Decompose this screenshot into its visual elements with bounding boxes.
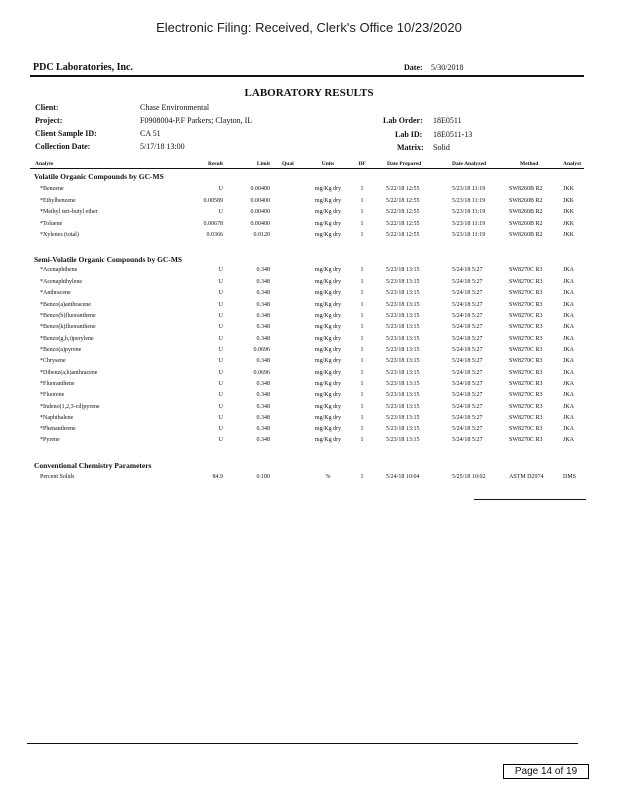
cell-date-analyzed: 5/24/18 5:27 <box>452 426 483 432</box>
table-row <box>0 198 618 208</box>
cell-limit: 0.00400 <box>250 198 270 204</box>
cell-df: 1 <box>360 198 364 204</box>
cell-df: 1 <box>360 381 364 387</box>
cell-units: mg/Kg dry <box>314 186 342 192</box>
collection-date-value: 5/17/18 13:00 <box>140 142 185 151</box>
cell-method: SW8270C R3 <box>509 290 543 296</box>
page-number: Page 14 of 19 <box>503 764 589 779</box>
table-row <box>0 404 618 414</box>
cell-date-analyzed: 5/24/18 5:27 <box>452 392 483 398</box>
cell-analyte: *Acenaphthylene <box>40 279 82 285</box>
cell-analyte: *Xylenes (total) <box>40 232 79 238</box>
cell-df: 1 <box>360 267 364 273</box>
cell-date-analyzed: 5/24/18 5:27 <box>452 302 483 308</box>
cell-result: U <box>218 324 223 330</box>
cell-limit: 0.100 <box>256 474 270 480</box>
cell-limit: 0.348 <box>256 404 270 410</box>
cell-date-prepared: 5/22/18 12:55 <box>386 198 420 204</box>
cell-date-prepared: 5/22/18 12:55 <box>386 221 420 227</box>
cell-method: SW8270C R3 <box>509 370 543 376</box>
cell-df: 1 <box>360 347 364 353</box>
cell-method: SW8260B R2 <box>509 232 543 238</box>
cell-limit: 0.0696 <box>253 347 270 353</box>
table-row <box>0 232 618 242</box>
table-row <box>0 415 618 425</box>
col-header-qual: Qual <box>282 161 294 167</box>
cell-limit: 0.348 <box>256 415 270 421</box>
cell-units: mg/Kg dry <box>314 426 342 432</box>
table-row <box>0 279 618 289</box>
col-header-analyte: Analyte <box>35 161 54 167</box>
section-title: Semi-Volatile Organic Compounds by GC-MS <box>34 255 183 264</box>
cell-date-analyzed: 5/23/18 11:19 <box>452 209 486 215</box>
lab-order-value: 18E0511 <box>433 116 462 125</box>
cell-method: SW8260B R2 <box>509 186 543 192</box>
cell-date-prepared: 5/23/18 13:15 <box>386 313 420 319</box>
cell-analyst: JKK <box>563 209 575 215</box>
cell-df: 1 <box>360 186 364 192</box>
cell-limit: 0.348 <box>256 358 270 364</box>
cell-analyst: JKA <box>563 347 575 353</box>
cell-units: mg/Kg dry <box>314 209 342 215</box>
cell-analyst: JKA <box>563 370 575 376</box>
section-title: Conventional Chemistry Parameters <box>34 461 152 470</box>
cell-date-analyzed: 5/24/18 5:27 <box>452 358 483 364</box>
cell-date-analyzed: 5/24/18 5:27 <box>452 404 483 410</box>
cell-date-prepared: 5/23/18 13:15 <box>386 426 420 432</box>
cell-analyte: *Fluoranthene <box>40 381 75 387</box>
cell-method: SW8270C R3 <box>509 358 543 364</box>
table-row <box>0 313 618 323</box>
cell-date-analyzed: 5/24/18 5:27 <box>452 415 483 421</box>
project-value: F0908004-P.F Parkers; Clayton, IL <box>140 116 253 125</box>
cell-analyst: JKA <box>563 426 575 432</box>
date-value: 5/30/2018 <box>431 63 464 72</box>
table-row <box>0 437 618 447</box>
cell-analyst: JKA <box>563 290 575 296</box>
cell-df: 1 <box>360 358 364 364</box>
cell-date-analyzed: 5/24/18 5:27 <box>452 313 483 319</box>
cell-units: % <box>325 474 331 480</box>
table-row <box>0 474 618 484</box>
cell-df: 1 <box>360 474 364 480</box>
col-header-result: Result <box>208 161 223 167</box>
table-row <box>0 336 618 346</box>
cell-date-analyzed: 5/24/18 5:27 <box>452 336 483 342</box>
matrix-value: Solid <box>433 143 450 152</box>
cell-result: U <box>218 186 223 192</box>
table-row <box>0 186 618 196</box>
cell-limit: 0.348 <box>256 426 270 432</box>
end-rule <box>474 499 586 500</box>
cell-units: mg/Kg dry <box>314 267 342 273</box>
cell-method: SW8270C R3 <box>509 336 543 342</box>
cell-method: SW8270C R3 <box>509 381 543 387</box>
cell-result: U <box>218 347 223 353</box>
cell-date-prepared: 5/23/18 13:15 <box>386 336 420 342</box>
table-row <box>0 221 618 231</box>
cell-df: 1 <box>360 302 364 308</box>
cell-analyte: Percent Solids <box>40 474 75 480</box>
cell-date-analyzed: 5/23/18 11:19 <box>452 232 486 238</box>
cell-method: SW8270C R3 <box>509 302 543 308</box>
cell-analyte: *Benzo(g,h,i)perylene <box>40 336 94 342</box>
cell-method: SW8270C R3 <box>509 392 543 398</box>
cell-analyst: JKA <box>563 358 575 364</box>
collection-date-label: Collection Date: <box>35 142 91 151</box>
company-name: PDC Laboratories, Inc. <box>33 62 133 73</box>
project-label: Project: <box>35 116 63 125</box>
cell-method: SW8260B R2 <box>509 198 543 204</box>
table-row <box>0 426 618 436</box>
cell-units: mg/Kg dry <box>314 221 342 227</box>
cell-result: 0.00589 <box>203 198 223 204</box>
cell-analyte: *Benzo(b)fluoranthene <box>40 313 96 319</box>
cell-units: mg/Kg dry <box>314 290 342 296</box>
cell-date-prepared: 5/24/18 10:04 <box>386 474 420 480</box>
cell-limit: 0.0120 <box>253 232 270 238</box>
cell-date-prepared: 5/23/18 13:15 <box>386 415 420 421</box>
cell-df: 1 <box>360 279 364 285</box>
cell-result: U <box>218 392 223 398</box>
cell-analyst: JKA <box>563 324 575 330</box>
col-header-limit: Limit <box>256 161 270 167</box>
cell-date-analyzed: 5/24/18 5:27 <box>452 437 483 443</box>
header-rule <box>30 75 584 77</box>
cell-analyst: JKA <box>563 336 575 342</box>
cell-units: mg/Kg dry <box>314 437 342 443</box>
cell-result: U <box>218 209 223 215</box>
cell-analyte: *Chrysene <box>40 358 66 364</box>
cell-units: mg/Kg dry <box>314 347 342 353</box>
footer-rule <box>27 743 578 744</box>
cell-date-analyzed: 5/24/18 5:27 <box>452 267 483 273</box>
table-row <box>0 370 618 380</box>
cell-analyte: *Benzene <box>40 186 64 192</box>
cell-analyte: *Naphthalene <box>40 415 74 421</box>
table-row <box>0 290 618 300</box>
cell-df: 1 <box>360 313 364 319</box>
cell-limit: 0.348 <box>256 437 270 443</box>
col-header-df: DF <box>358 161 366 167</box>
cell-analyst: DMS <box>563 474 577 480</box>
cell-date-prepared: 5/22/18 12:55 <box>386 232 420 238</box>
cell-date-analyzed: 5/25/18 10:02 <box>452 474 486 480</box>
cell-limit: 0.348 <box>256 290 270 296</box>
cell-date-analyzed: 5/24/18 5:27 <box>452 370 483 376</box>
cell-date-analyzed: 5/24/18 5:27 <box>452 279 483 285</box>
cell-result: U <box>218 437 223 443</box>
cell-units: mg/Kg dry <box>314 232 342 238</box>
cell-result: U <box>218 313 223 319</box>
cell-method: SW8270C R3 <box>509 404 543 410</box>
column-header-rule <box>30 168 584 169</box>
cell-analyst: JKA <box>563 415 575 421</box>
cell-units: mg/Kg dry <box>314 415 342 421</box>
col-header-units: Units <box>321 161 335 167</box>
cell-date-prepared: 5/23/18 13:15 <box>386 324 420 330</box>
cell-analyst: JKK <box>563 186 575 192</box>
cell-date-prepared: 5/23/18 13:15 <box>386 279 420 285</box>
cell-date-prepared: 5/23/18 13:15 <box>386 358 420 364</box>
cell-analyte: *Benzo(a)anthracene <box>40 302 91 308</box>
cell-method: SW8270C R3 <box>509 426 543 432</box>
cell-date-prepared: 5/22/18 12:55 <box>386 209 420 215</box>
cell-date-analyzed: 5/24/18 5:27 <box>452 290 483 296</box>
cell-analyte: *Phenanthrene <box>40 426 76 432</box>
cell-analyte: *Methyl tert-butyl ether <box>40 209 98 215</box>
cell-analyst: JKA <box>563 302 575 308</box>
cell-analyst: JKK <box>563 198 575 204</box>
cell-date-prepared: 5/23/18 13:15 <box>386 290 420 296</box>
filing-stamp: Electronic Filing: Received, Clerk's Office 10/23/2020 <box>156 20 462 35</box>
cell-method: SW8270C R3 <box>509 437 543 443</box>
client-label: Client: <box>35 103 59 112</box>
cell-units: mg/Kg dry <box>314 392 342 398</box>
cell-limit: 0.348 <box>256 381 270 387</box>
cell-units: mg/Kg dry <box>314 198 342 204</box>
cell-analyte: *Benzo(a)pyrene <box>40 347 82 353</box>
cell-units: mg/Kg dry <box>314 381 342 387</box>
cell-analyte: *Anthracene <box>40 290 71 296</box>
cell-df: 1 <box>360 324 364 330</box>
cell-date-prepared: 5/23/18 13:15 <box>386 302 420 308</box>
cell-df: 1 <box>360 437 364 443</box>
table-row <box>0 209 618 219</box>
matrix-label: Matrix: <box>397 143 424 152</box>
section-title: Volatile Organic Compounds by GC-MS <box>34 172 164 181</box>
cell-result: 0.00678 <box>203 221 223 227</box>
cell-analyte: *Acenaphthene <box>40 267 78 273</box>
cell-method: SW8270C R3 <box>509 313 543 319</box>
cell-analyst: JKA <box>563 279 575 285</box>
cell-analyte: *Pyrene <box>40 437 60 443</box>
cell-date-prepared: 5/23/18 13:15 <box>386 392 420 398</box>
cell-date-analyzed: 5/23/18 11:19 <box>452 198 486 204</box>
cell-analyst: JKA <box>563 381 575 387</box>
cell-units: mg/Kg dry <box>314 336 342 342</box>
table-row <box>0 324 618 334</box>
cell-limit: 0.348 <box>256 392 270 398</box>
cell-method: SW8270C R3 <box>509 415 543 421</box>
date-label: Date: <box>404 63 423 72</box>
cell-df: 1 <box>360 290 364 296</box>
cell-date-prepared: 5/23/18 13:15 <box>386 437 420 443</box>
cell-analyst: JKK <box>563 221 575 227</box>
lab-id-value: 18E0511-13 <box>433 130 473 139</box>
client-value: Chase Environmental <box>140 103 210 112</box>
col-header-analyst: Analyst <box>563 161 582 167</box>
cell-units: mg/Kg dry <box>314 370 342 376</box>
cell-date-prepared: 5/23/18 13:15 <box>386 347 420 353</box>
cell-method: SW8270C R3 <box>509 347 543 353</box>
cell-analyte: *Dibenz(a,h)anthracene <box>40 370 98 376</box>
col-header-date-prepared: Date Prepared <box>387 161 422 167</box>
cell-result: U <box>218 336 223 342</box>
cell-df: 1 <box>360 404 364 410</box>
cell-analyst: JKA <box>563 392 575 398</box>
cell-units: mg/Kg dry <box>314 358 342 364</box>
cell-df: 1 <box>360 370 364 376</box>
cell-df: 1 <box>360 336 364 342</box>
cell-result: 84.9 <box>212 474 223 480</box>
cell-units: mg/Kg dry <box>314 279 342 285</box>
cell-result: U <box>218 267 223 273</box>
cell-analyst: JKA <box>563 313 575 319</box>
cell-units: mg/Kg dry <box>314 324 342 330</box>
cell-date-prepared: 5/23/18 13:15 <box>386 370 420 376</box>
cell-analyte: *Indeno(1,2,3-cd)pyrene <box>40 404 100 410</box>
col-header-method: Method <box>520 161 539 167</box>
cell-method: SW8260B R2 <box>509 209 543 215</box>
cell-result: U <box>218 302 223 308</box>
cell-method: SW8270C R3 <box>509 324 543 330</box>
cell-result: U <box>218 426 223 432</box>
cell-analyte: *Benzo(k)fluoranthene <box>40 324 96 330</box>
cell-limit: 0.348 <box>256 267 270 273</box>
cell-date-prepared: 5/23/18 13:15 <box>386 404 420 410</box>
table-row <box>0 381 618 391</box>
cell-result: U <box>218 279 223 285</box>
col-header-date-analyzed: Date Analyzed <box>452 161 487 167</box>
cell-df: 1 <box>360 392 364 398</box>
report-title: LABORATORY RESULTS <box>244 87 374 99</box>
cell-df: 1 <box>360 426 364 432</box>
cell-analyte: *Toluene <box>40 221 63 227</box>
cell-method: SW8260B R2 <box>509 221 543 227</box>
cell-date-analyzed: 5/24/18 5:27 <box>452 347 483 353</box>
cell-analyst: JKA <box>563 267 575 273</box>
cell-date-analyzed: 5/24/18 5:27 <box>452 324 483 330</box>
cell-limit: 0.00400 <box>250 209 270 215</box>
cell-limit: 0.00400 <box>250 186 270 192</box>
cell-analyte: *Ethylbenzene <box>40 198 76 204</box>
cell-limit: 0.348 <box>256 324 270 330</box>
sample-id-value: CA 51 <box>140 129 161 138</box>
cell-result: 0.0366 <box>206 232 223 238</box>
cell-date-prepared: 5/22/18 12:55 <box>386 186 420 192</box>
table-row <box>0 358 618 368</box>
table-row <box>0 392 618 402</box>
cell-limit: 0.00400 <box>250 221 270 227</box>
lab-id-label: Lab ID: <box>395 130 423 139</box>
cell-analyte: *Fluorene <box>40 392 65 398</box>
sample-id-label: Client Sample ID: <box>35 129 97 138</box>
cell-units: mg/Kg dry <box>314 404 342 410</box>
table-row <box>0 267 618 277</box>
cell-df: 1 <box>360 221 364 227</box>
cell-date-prepared: 5/23/18 13:15 <box>386 381 420 387</box>
table-row <box>0 347 618 357</box>
cell-limit: 0.348 <box>256 313 270 319</box>
cell-method: ASTM D2974 <box>509 474 544 480</box>
cell-limit: 0.0696 <box>253 370 270 376</box>
cell-analyst: JKK <box>563 232 575 238</box>
cell-limit: 0.348 <box>256 279 270 285</box>
cell-units: mg/Kg dry <box>314 302 342 308</box>
cell-method: SW8270C R3 <box>509 267 543 273</box>
cell-date-analyzed: 5/24/18 5:27 <box>452 381 483 387</box>
cell-method: SW8270C R3 <box>509 279 543 285</box>
cell-date-analyzed: 5/23/18 11:19 <box>452 186 486 192</box>
cell-df: 1 <box>360 209 364 215</box>
lab-order-label: Lab Order: <box>383 116 423 125</box>
table-row <box>0 302 618 312</box>
cell-df: 1 <box>360 415 364 421</box>
cell-result: U <box>218 370 223 376</box>
cell-limit: 0.348 <box>256 302 270 308</box>
cell-result: U <box>218 404 223 410</box>
cell-limit: 0.348 <box>256 336 270 342</box>
cell-date-prepared: 5/23/18 13:15 <box>386 267 420 273</box>
cell-result: U <box>218 415 223 421</box>
cell-analyst: JKA <box>563 437 575 443</box>
cell-result: U <box>218 381 223 387</box>
cell-result: U <box>218 358 223 364</box>
cell-date-analyzed: 5/23/18 11:19 <box>452 221 486 227</box>
cell-units: mg/Kg dry <box>314 313 342 319</box>
cell-analyst: JKA <box>563 404 575 410</box>
cell-df: 1 <box>360 232 364 238</box>
cell-result: U <box>218 290 223 296</box>
